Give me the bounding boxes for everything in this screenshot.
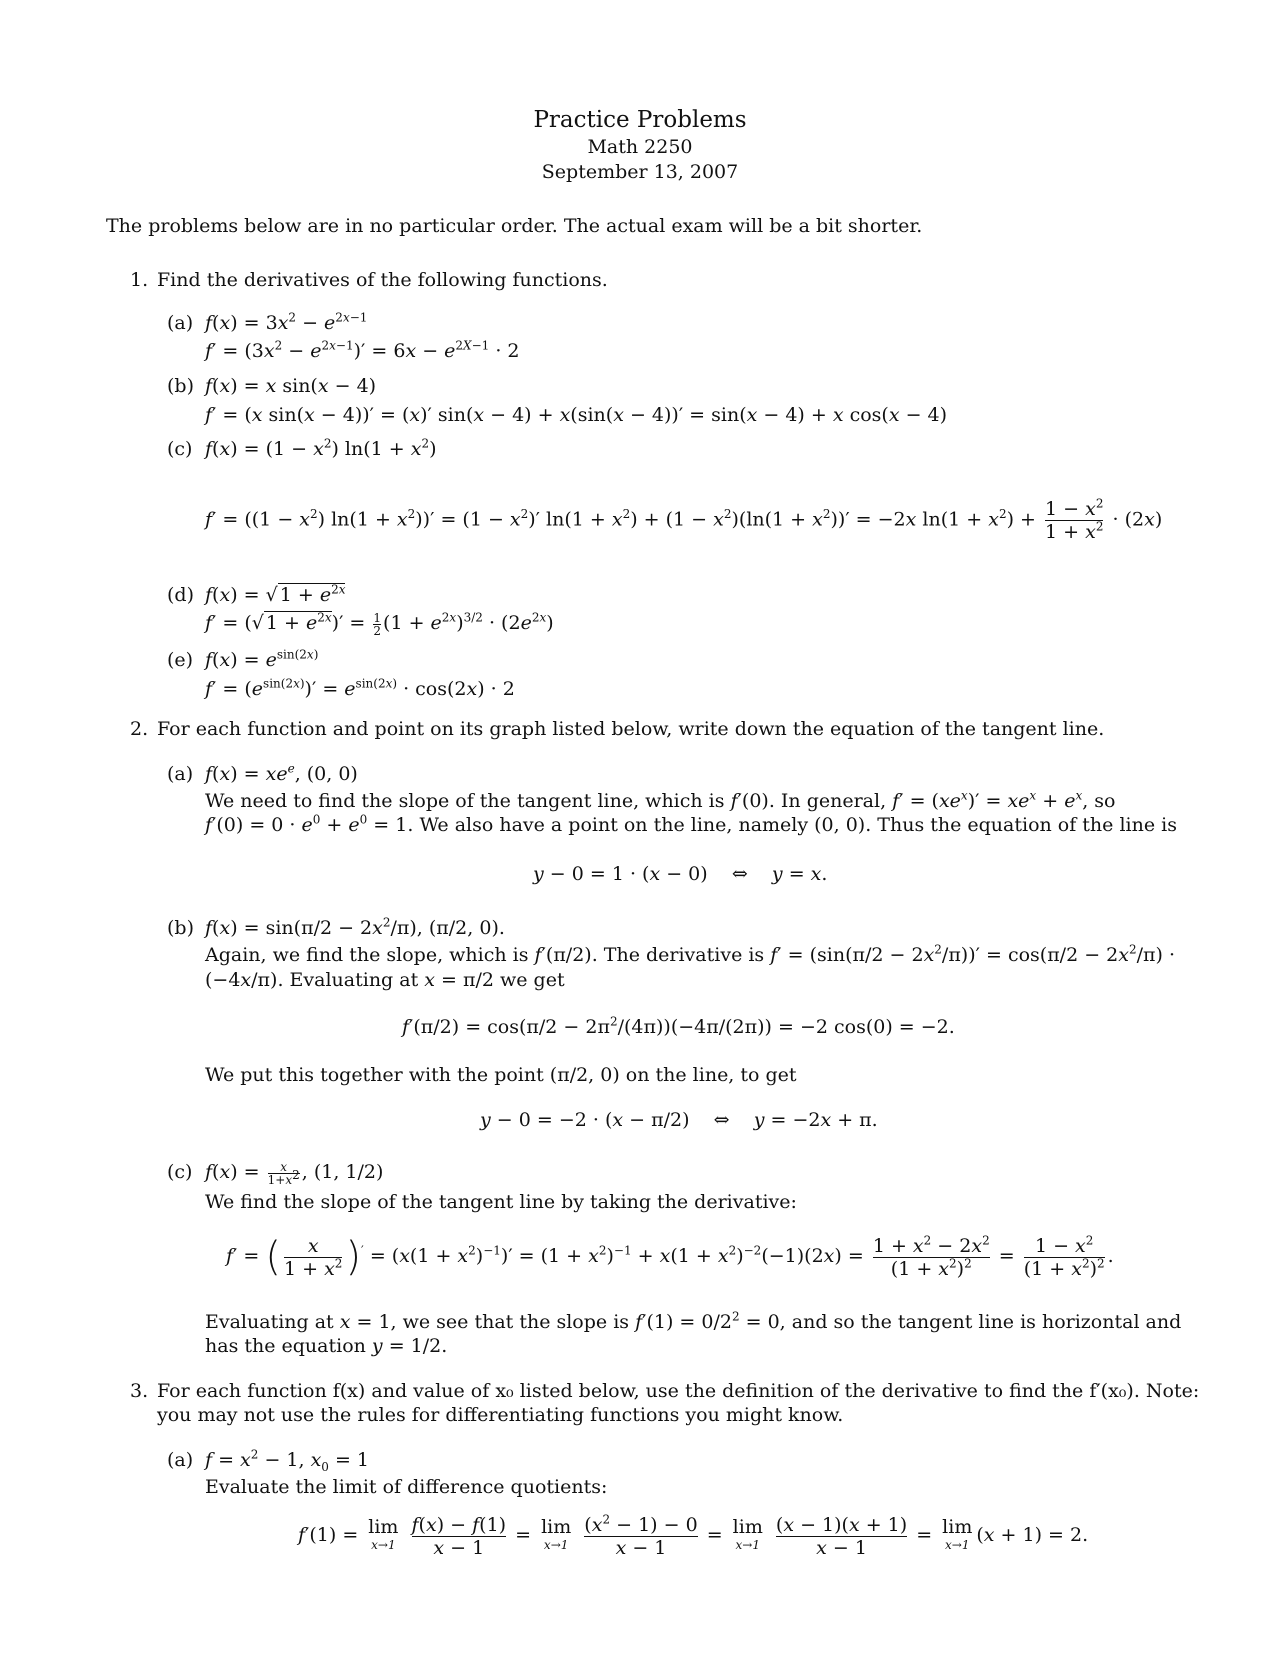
problem-2a-label: (a): [167, 763, 194, 785]
problem-1e-function: $f(x) = e^{sin(2x)}$: [205, 647, 319, 671]
page-title: Practice Problems: [533, 107, 747, 133]
problem-2c-derivative: f′ = ( $\frac{x}{1 + x^2}$ )$' = (x(1 + x^2)^{-1})' = (1 + x^2)^{-1} + x(1 + x^2)^{-2}(-1)(2x)$ = $\frac{1 + x^2 - 2x^2}{(1 + x^2)^2}$ = $\frac{1 - x^2}{(1 + x^2)^2}$ .: [226, 1233, 1114, 1280]
problem-1b-label: (b): [167, 375, 194, 397]
problem-2b-equation: y − 0 = −2 · (x − π/2) ⇔ y = −2x + π.: [480, 1109, 878, 1131]
problem-1d-label: (d): [167, 584, 194, 606]
problem-1d-function: f(x) = √ $1 + e^{2x}$: [205, 582, 346, 606]
problem-2a-line2: $f'(0) = 0 \cdot e^0 + e^0 = 1$. We also have a point on the line, namely (0, 0). Thus the equation of the line is: [205, 812, 1177, 836]
document-date: September 13, 2007: [541, 161, 739, 183]
problem-3a-label: (a): [167, 1449, 194, 1471]
problem-2b-line2: (−4x/π). Evaluating at x = π/2 we get: [205, 969, 565, 991]
problem-1e-derivative: $f' = (e^{sin(2x)})' = e^{sin(2x)} \cdot \cos(2x) \cdot 2$: [205, 676, 515, 700]
problem-1c-derivative: $f' = ((1 - x^2)$ $\ln(1 + x^2))' = (1 - x^2)'$ $\ln(1 + x^2) + (1 - x^2)(\ln(1 + x^2))' = -2x$ $\ln(1 + x^2)$ + $\frac{1 - x^2}{1 + x^2}$ · (2x): [205, 496, 1163, 543]
problem-2a-equation: y − 0 = 1 · (x − 0) ⇔ y = x.: [533, 863, 828, 885]
problem-3a-line1: Evaluate the limit of difference quotients:: [205, 1476, 608, 1498]
problem-2a-function: $f(x) = xe^e$, (0, 0): [205, 761, 358, 785]
problem-2b-label: (b): [167, 917, 194, 939]
problem-2-prompt: For each function and point on its graph listed below, write down the equation of the tangent line.: [157, 718, 1105, 740]
course-name: Math 2250: [587, 136, 693, 158]
problem-2c-label: (c): [167, 1161, 193, 1183]
problem-1c-function: $f(x) = (1 - x^2)$ $\ln(1 + x^2)$: [205, 436, 437, 460]
problem-2b-slope-equation: $f'(\pi/2) = \cos(\pi/2 - 2\pi^2/(4\pi))(-4\pi/(2\pi)) = -2$ cos(0) = −2.: [402, 1014, 955, 1038]
problem-1c-label: (c): [167, 438, 193, 460]
problem-2a-line1: We need to find the slope of the tangent line, which is f′(0). In general, $f' = (xe^x)' = xe^x + e^x$, so: [205, 788, 1116, 812]
problem-1d-derivative: f′ = (√ $1 + e^{2x})'$ = $\frac{1}{2}$ $(1 + e^{2x})^{3/2} \cdot (2e^{2x})$: [205, 610, 554, 638]
problem-1e-label: (e): [167, 649, 194, 671]
problem-2c-line1: We find the slope of the tangent line by taking the derivative:: [205, 1191, 797, 1213]
problem-1-number: 1.: [130, 269, 149, 291]
problem-2c-line3: has the equation y = 1/2.: [205, 1335, 448, 1357]
problem-1-prompt: Find the derivatives of the following functions.: [157, 269, 608, 291]
problem-1a-derivative: $f' = (3x^2 - e^{2x-1})' = 6x - e^{2X-1} \cdot 2$: [205, 338, 520, 362]
problem-2c-function: f(x) = $\frac{x}{1+x^2}$ , (1, 1/2): [205, 1159, 384, 1187]
problem-2b-line1: Again, we find the slope, which is f′(π/2). The derivative is $f' = (\sin(\pi/2 - 2x^2/\pi))' = \cos(\pi/2 - 2x^2/\pi)$ ·: [205, 942, 1176, 966]
problem-1a-label: (a): [167, 312, 194, 334]
problem-2b-function: $f(x) = \sin(\pi/2 - 2x^2/\pi)$, (π/2, 0).: [205, 915, 505, 939]
problem-2-number: 2.: [130, 718, 149, 740]
problem-1a-function: $f(x) = 3x^2 - e^{2x-1}$: [205, 310, 368, 334]
problem-2c-line2: Evaluating at x = 1, we see that the slope is $f'(1) = 0/2^2 = 0$, and so the tangent line is horizontal and: [205, 1309, 1182, 1333]
problem-3-prompt-line2: you may not use the rules for differentiating functions you might know.: [157, 1404, 844, 1426]
problem-3-prompt-line1: For each function f(x) and value of x₀ listed below, use the definition of the derivative to find the f′(x₀). Note:: [157, 1380, 1200, 1402]
problem-3a-limit: f′(1) = lim x→1 $\frac{f(x) - f(1)}{x - 1}$ = lim x→1 $\frac{(x^2 - 1) - 0}{x - 1}$ = lim x→1 $\frac{(x - 1)(x + 1)}{x - 1}$ = lim x→1 (x + 1) = 2.: [298, 1512, 1089, 1559]
problem-2b-line3: We put this together with the point (π/2, 0) on the line, to get: [205, 1064, 797, 1086]
intro-text: The problems below are in no particular order. The actual exam will be a bit shorter.: [106, 215, 923, 237]
problem-3-number: 3.: [130, 1380, 149, 1402]
problem-3a-function: $f = x^2 - 1$, $x_0 = 1$: [205, 1447, 370, 1474]
problem-1b-derivative: f′ = (x sin(x − 4))′ = (x)′ sin(x − 4) + x(sin(x − 4))′ = sin(x − 4) + x cos(x − 4): [205, 404, 948, 426]
problem-1b-function: f(x) = x sin(x − 4): [205, 375, 377, 397]
